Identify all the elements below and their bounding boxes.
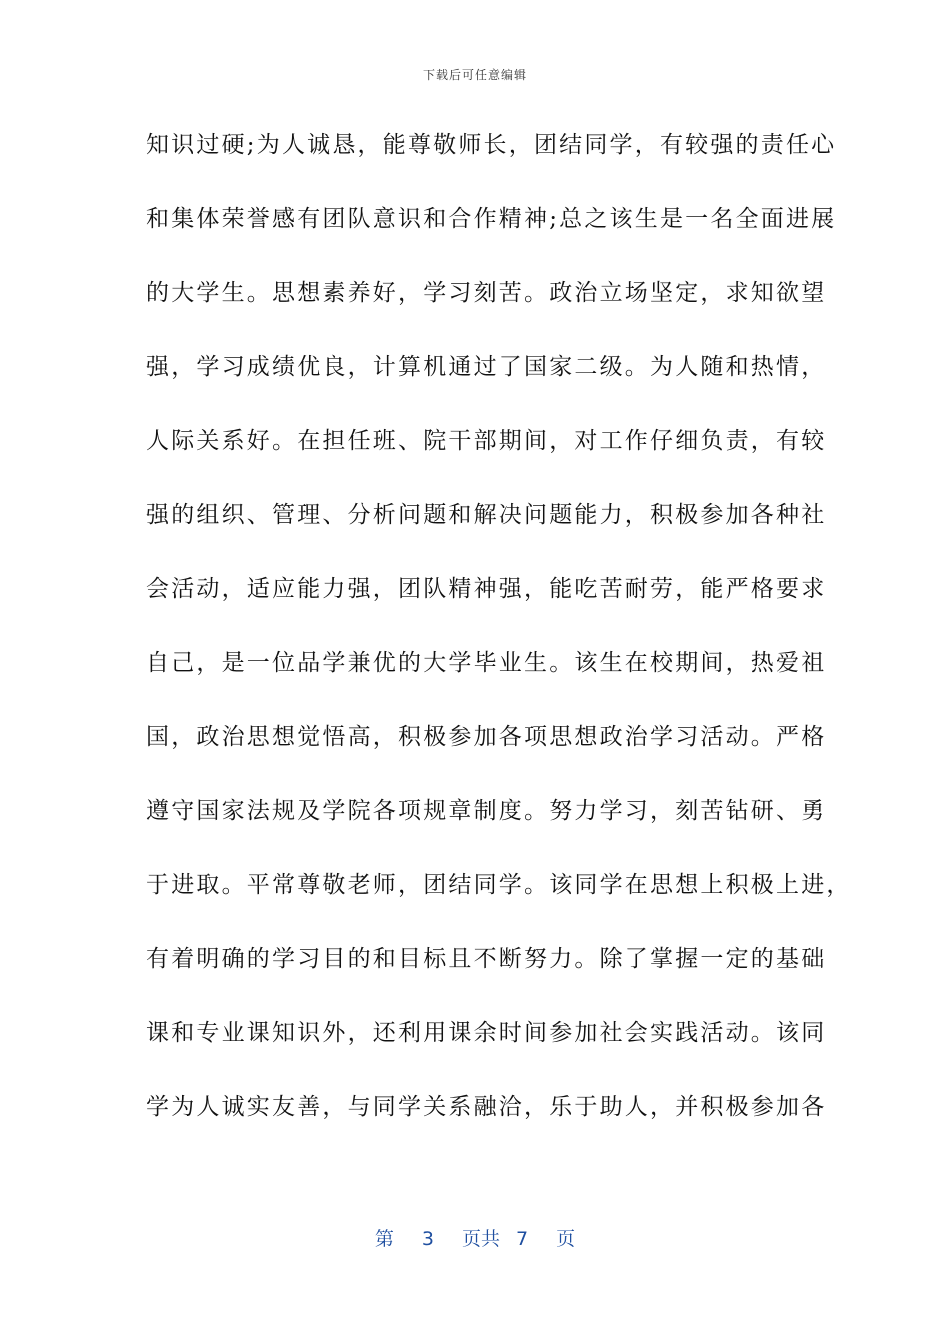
text-line: 人际关系好。在担任班、院干部期间，对工作仔细负责，有较 bbox=[146, 428, 827, 454]
text-line: 知识过硬;为人诚恳，能尊敬师长，团结同学，有较强的责任心 bbox=[146, 132, 837, 158]
total-pages-number: 7 bbox=[516, 1228, 529, 1250]
text-line: 遵守国家法规及学院各项规章制度。努力学习，刻苦钻研、勇 bbox=[146, 798, 827, 824]
page-prefix: 第 bbox=[374, 1228, 394, 1250]
header-note: 下载后可任意编辑 bbox=[422, 68, 527, 82]
text-line: 强的组织、管理、分析问题和解决问题能力，积极参加各种社 bbox=[146, 502, 827, 528]
text-line: 会活动，适应能力强，团队精神强，能吃苦耐劳，能严格要求 bbox=[146, 576, 827, 602]
text-line: 的大学生。思想素养好，学习刻苦。政治立场坚定，求知欲望 bbox=[146, 280, 827, 306]
current-page-number: 3 bbox=[421, 1228, 434, 1250]
text-line: 课和专业课知识外，还利用课余时间参加社会实践活动。该同 bbox=[146, 1020, 827, 1046]
page-mid: 页共 bbox=[461, 1228, 500, 1250]
text-line: 有着明确的学习目的和目标且不断努力。除了掌握一定的基础 bbox=[146, 946, 827, 972]
text-line: 于进取。平常尊敬老师，团结同学。该同学在思想上积极上进， bbox=[146, 872, 852, 898]
text-line: 自己，是一位品学兼优的大学毕业生。该生在校期间，热爱祖 bbox=[146, 650, 827, 676]
text-line: 学为人诚实友善，与同学关系融洽，乐于助人，并积极参加各 bbox=[146, 1094, 827, 1120]
text-line: 强，学习成绩优良，计算机通过了国家二级。为人随和热情， bbox=[146, 354, 827, 380]
text-line: 和集体荣誉感有团队意识和合作精神;总之该生是一名全面进展 bbox=[146, 206, 837, 232]
page-number-footer bbox=[0, 1224, 950, 1251]
page-suffix: 页 bbox=[556, 1228, 576, 1250]
body-text bbox=[146, 118, 852, 1154]
text-line: 国，政治思想觉悟高，积极参加各项思想政治学习活动。严格 bbox=[146, 724, 827, 750]
